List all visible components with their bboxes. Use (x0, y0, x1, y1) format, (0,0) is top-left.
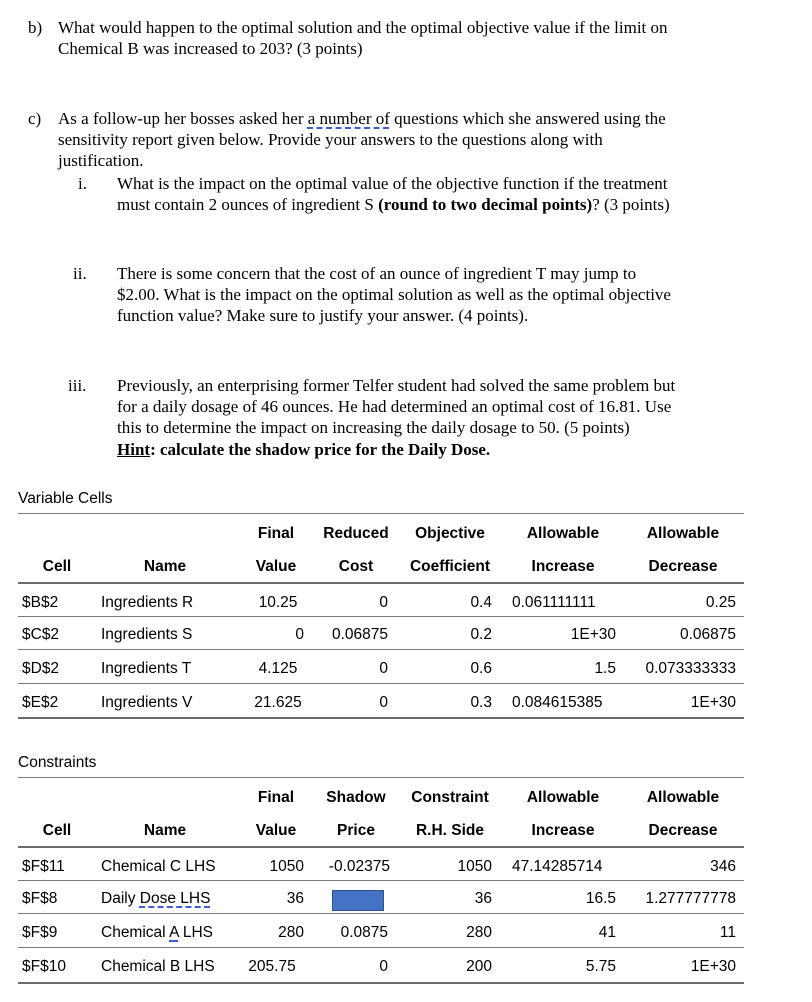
question-c-iii-num: iii. (68, 376, 87, 395)
vc-header-allowable-dec: Allowable (646, 525, 720, 542)
ct-rhs: 36 (474, 890, 492, 907)
vc-cell: $D$2 (22, 660, 60, 677)
vc-name: Ingredients S (101, 626, 193, 643)
vc-header-final: Final (257, 525, 295, 542)
vc-allow-inc: 1.5 (594, 660, 616, 677)
ct-header-increase: Increase (531, 822, 595, 839)
question-c-iii-line3: this to determine the impact on increasing the daily dosage to 50. (5 points) (117, 418, 630, 437)
question-c-ii-line1: There is some concern that the cost of an ounce of ingredient T may jump to (117, 264, 637, 283)
hint-label: Hint (117, 440, 151, 459)
vc-header-cell: Cell (42, 558, 72, 575)
ct-header-name: Name (143, 822, 187, 839)
vc-header-name: Name (143, 558, 187, 575)
ct-name-marked-letter: A (169, 924, 179, 941)
question-c-iii-hint (117, 439, 490, 460)
vc-objective-coef: 0.4 (470, 594, 492, 611)
vc-header-rule (18, 582, 744, 584)
row-rule (18, 683, 744, 684)
vc-objective-coef: 0.3 (470, 694, 492, 711)
table-top-rule (18, 513, 744, 514)
ct-header-rule (18, 846, 744, 848)
vc-header-decrease: Decrease (648, 558, 718, 575)
ct-final-value: 205.75 (248, 958, 296, 975)
ct-allow-inc: 5.75 (585, 958, 616, 975)
ct-allow-dec: 1.277777778 (645, 890, 736, 907)
question-c-ii-num: ii. (73, 264, 87, 283)
question-b-line2: Chemical B was increased to 203? (3 points) (58, 39, 363, 58)
question-c-line1-post: questions which she answered using the (389, 109, 666, 128)
question-c-line1-pre: As a follow-up her bosses asked her (58, 109, 308, 128)
ct-header-value: Value (255, 822, 297, 839)
vc-header-objective: Objective (415, 525, 485, 542)
variable-cells-title: Variable Cells (18, 490, 113, 507)
ct-allow-dec: 11 (719, 924, 736, 941)
ct-allow-inc: 41 (598, 924, 616, 941)
question-c-line2: sensitivity report given below. Provide your answers to the questions along with (58, 130, 603, 149)
ct-header-price: Price (337, 822, 375, 839)
question-c-label: c) (28, 109, 42, 128)
ct-header-constraint: Constraint (411, 789, 489, 806)
ct-header-decrease: Decrease (648, 822, 718, 839)
vc-header-increase: Increase (531, 558, 595, 575)
vc-final-value: 10.25 (258, 594, 298, 611)
vc-header-cost: Cost (338, 558, 374, 575)
vc-allow-dec: 0.25 (705, 594, 736, 611)
ct-final-value: 1050 (269, 858, 304, 875)
ct-allow-inc: 47.14285714 (512, 858, 603, 875)
row-rule (18, 913, 744, 914)
vc-reduced-cost: 0 (379, 660, 388, 677)
vc-bottom-rule (18, 717, 744, 719)
ct-allow-dec: 1E+30 (690, 958, 736, 975)
question-c-i-line2-pre: must contain 2 ounces of ingredient S (117, 195, 379, 214)
vc-cell: $E$2 (22, 694, 59, 711)
vc-reduced-cost: 0 (379, 594, 388, 611)
vc-allow-dec: 1E+30 (690, 694, 736, 711)
ct-name: Chemical A LHS (101, 924, 214, 941)
vc-header-reduced: Reduced (323, 525, 389, 542)
vc-name: Ingredients T (101, 660, 192, 677)
ct-header-cell: Cell (42, 822, 72, 839)
ct-header-final: Final (257, 789, 295, 806)
ct-bottom-rule (18, 982, 744, 984)
vc-header-value: Value (255, 558, 297, 575)
question-c-i-num: i. (78, 174, 87, 193)
question-c-i-line2 (117, 194, 670, 215)
ct-rhs: 280 (466, 924, 492, 941)
ct-header-allowable-inc: Allowable (526, 789, 600, 806)
ct-allow-inc: 16.5 (585, 890, 616, 907)
vc-allow-dec: 0.06875 (679, 626, 736, 643)
question-c-iii-line2: for a daily dosage of 46 ounces. He had determined an optimal cost of 16.81. Use (117, 397, 672, 416)
vc-allow-inc: 0.061111111 (512, 594, 596, 611)
question-c-i-line2-post: ? (3 points) (592, 195, 670, 214)
question-c-line3: justification. (58, 151, 144, 170)
question-c-marked-phrase: a number of (307, 109, 390, 128)
vc-allow-inc: 1E+30 (570, 626, 616, 643)
ct-shadow-price: 0.0875 (340, 924, 388, 941)
ct-cell: $F$9 (22, 924, 58, 941)
vc-header-allowable-inc: Allowable (526, 525, 600, 542)
vc-final-value: 21.625 (254, 694, 302, 711)
question-c-line1 (58, 108, 666, 129)
table-top-rule (18, 777, 744, 778)
ct-shadow-price: -0.02375 (328, 858, 390, 875)
shadow-price-hidden-box (332, 890, 384, 911)
ct-name: Daily Dose LHS (101, 890, 211, 907)
ct-cell: $F$10 (22, 958, 66, 975)
constraints-title: Constraints (18, 754, 97, 771)
vc-reduced-cost: 0.06875 (331, 626, 388, 643)
ct-cell: $F$11 (22, 858, 65, 875)
question-c-i-bold: (round to two decimal points) (378, 195, 593, 214)
vc-name: Ingredients V (101, 694, 193, 711)
vc-allow-dec: 0.073333333 (645, 660, 736, 677)
row-rule (18, 947, 744, 948)
row-rule (18, 649, 744, 650)
ct-shadow-price: 0 (379, 958, 388, 975)
vc-objective-coef: 0.2 (470, 626, 492, 643)
vc-cell: $C$2 (22, 626, 60, 643)
ct-rhs: 200 (466, 958, 492, 975)
question-c-iii-line1: Previously, an enterprising former Telfer student had solved the same problem but (117, 376, 676, 395)
vc-cell: $B$2 (22, 594, 59, 611)
ct-rhs: 1050 (457, 858, 492, 875)
vc-final-value: 4.125 (258, 660, 298, 677)
vc-reduced-cost: 0 (379, 694, 388, 711)
ct-name: Chemical C LHS (101, 858, 216, 875)
question-b-label: b) (28, 18, 43, 37)
hint-text: : calculate the shadow price for the Daily Dose. (150, 440, 491, 459)
question-c-i-line1: What is the impact on the optimal value of the objective function if the treatment (117, 174, 668, 193)
question-c-ii-line3: function value? Make sure to justify your answer. (4 points). (117, 306, 529, 325)
row-rule (18, 880, 744, 881)
question-b-line1: What would happen to the optimal solution and the optimal objective value if the limit on (58, 18, 668, 37)
question-c-ii-line2: $2.00. What is the impact on the optimal solution as well as the optimal objective (117, 285, 671, 304)
vc-header-coefficient: Coefficient (409, 558, 491, 575)
ct-final-value: 280 (278, 924, 304, 941)
ct-final-value: 36 (286, 890, 304, 907)
ct-allow-dec: 346 (710, 858, 736, 875)
vc-final-value: 0 (295, 626, 304, 643)
ct-header-shadow: Shadow (326, 789, 386, 806)
ct-header-rhs: R.H. Side (415, 822, 485, 839)
vc-allow-inc: 0.084615385 (512, 694, 603, 711)
vc-objective-coef: 0.6 (470, 660, 492, 677)
ct-header-allowable-dec: Allowable (646, 789, 720, 806)
ct-cell: $F$8 (22, 890, 58, 907)
row-rule (18, 616, 744, 617)
vc-name: Ingredients R (101, 594, 194, 611)
ct-name-marked-word: Dose LHS (139, 890, 211, 907)
ct-name: Chemical B LHS (101, 958, 215, 975)
